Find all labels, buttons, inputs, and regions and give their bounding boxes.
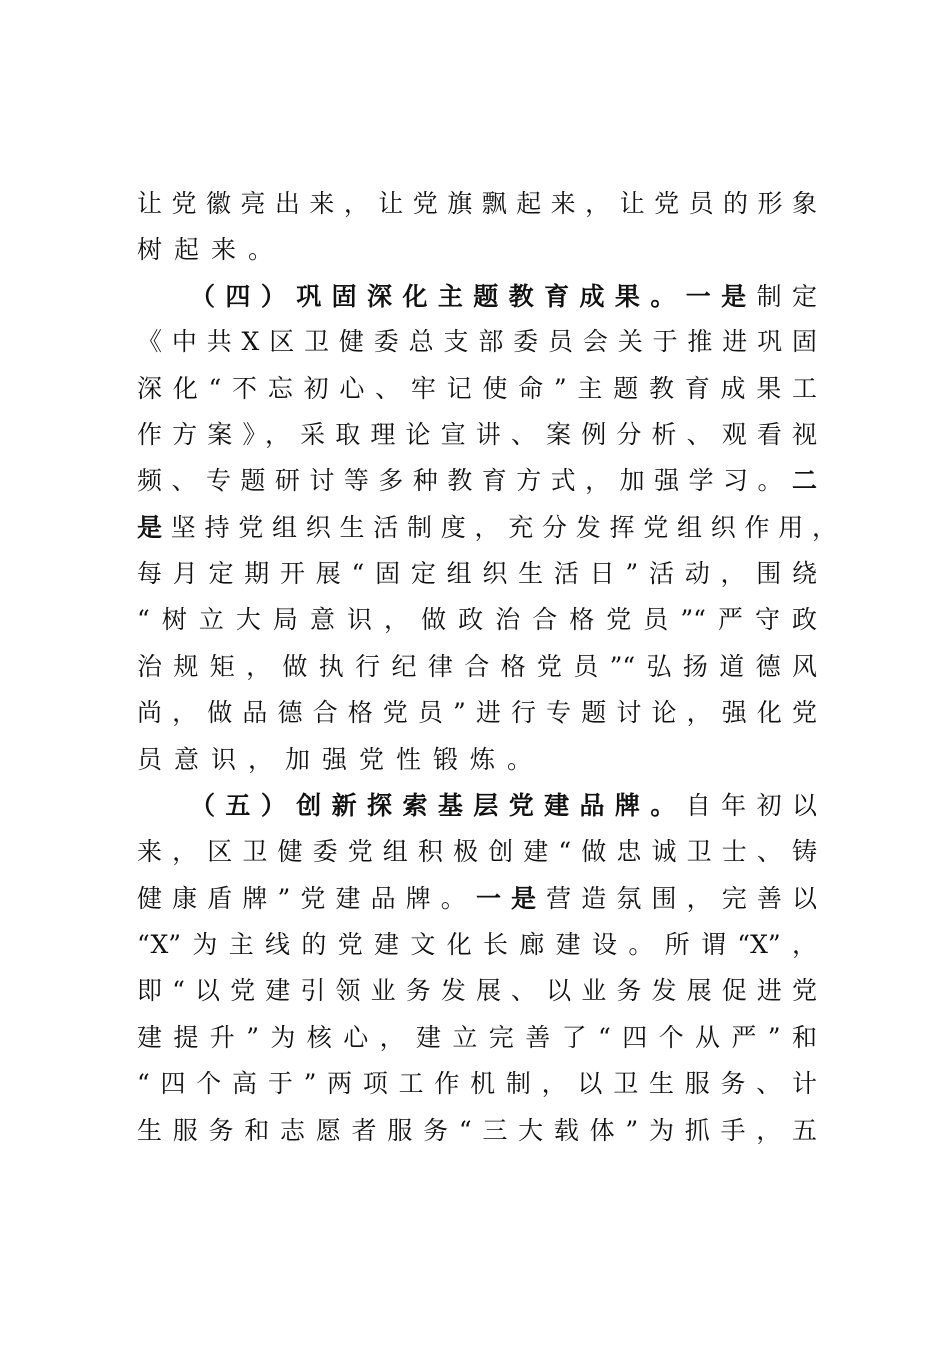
text-run: 频、专题研讨等多种教育方式，加强学习。 bbox=[137, 466, 792, 495]
text-run: 即“以党建引领业务发展、以业务发展促进党 bbox=[137, 976, 817, 1005]
text-run: “四个高于”两项工作机制，以卫生服务、计 bbox=[137, 1069, 817, 1098]
text-run: 治规矩，做执行纪律合格党员”“弘扬道德风 bbox=[137, 652, 817, 681]
text-run: 建提升”为核心，建立完善了“四个从严”和 bbox=[137, 1023, 817, 1052]
text-run: 员意识，加强党性锻炼。 bbox=[137, 745, 545, 774]
paragraph-line bbox=[137, 461, 817, 501]
text-run: “X”为主线的党建文化长廊建设。所谓“X”， bbox=[137, 930, 817, 959]
section-heading-line bbox=[190, 786, 817, 826]
paragraph-line bbox=[137, 1111, 817, 1151]
section-heading-four: （四）巩固深化主题教育成果。 bbox=[190, 282, 686, 311]
text-run: 每月定期开展“固定组织生活日”活动，围绕 bbox=[137, 559, 817, 588]
paragraph-line bbox=[137, 1064, 817, 1104]
paragraph-line bbox=[137, 508, 837, 548]
text-run: 深化“不忘初心、牢记使命”主题教育成果工 bbox=[137, 374, 817, 403]
paragraph-line bbox=[137, 369, 817, 409]
bold-marker: 是 bbox=[137, 513, 171, 542]
paragraph-line bbox=[137, 971, 817, 1011]
paragraph-line bbox=[137, 740, 817, 780]
paragraph-line bbox=[137, 554, 817, 594]
text-run: 来，区卫健委党组积极创建“做忠诚卫士、铸 bbox=[137, 837, 817, 866]
text-run: 营造氛围，完善以 bbox=[546, 884, 817, 913]
paragraph-line bbox=[137, 647, 817, 687]
paragraph-line bbox=[137, 415, 817, 455]
paragraph-line bbox=[137, 322, 817, 362]
text-run: 作方案》，采取理论宣讲、案例分析、观看视 bbox=[137, 420, 817, 449]
paragraph-line bbox=[137, 230, 817, 270]
paragraph-line bbox=[137, 600, 817, 640]
text-run: 尚，做品德合格党员”进行专题讨论，强化党 bbox=[137, 698, 817, 727]
text-run: 让党徽亮出来，让党旗飘起来，让党员的形象 bbox=[137, 189, 817, 218]
text-run: 树起来。 bbox=[137, 235, 286, 264]
text-run: 自年初以 bbox=[685, 791, 817, 820]
paragraph-line bbox=[137, 879, 817, 919]
section-heading-five: （五）创新探索基层党建品牌。 bbox=[190, 791, 686, 820]
text-run: 坚持党组织生活制度，充分发挥党组织作用， bbox=[170, 513, 837, 542]
paragraph-line bbox=[137, 693, 817, 733]
text-run: 《中共X区卫健委总支部委员会关于推进巩固 bbox=[137, 327, 817, 356]
paragraph-line bbox=[137, 925, 817, 965]
text-run: 制定 bbox=[756, 282, 817, 311]
text-run: 健康盾牌”党建品牌。 bbox=[137, 884, 476, 913]
bold-marker: 一是 bbox=[685, 282, 757, 311]
bold-marker: 一是 bbox=[475, 884, 547, 913]
paragraph-line bbox=[137, 1018, 817, 1058]
paragraph-line bbox=[137, 184, 817, 224]
paragraph-line bbox=[137, 832, 817, 872]
text-run: 生服务和志愿者服务“三大载体”为抓手，五 bbox=[137, 1116, 817, 1145]
section-heading-line bbox=[190, 277, 817, 317]
bold-marker: 二 bbox=[791, 466, 817, 495]
text-run: “树立大局意识，做政治合格党员”“严守政 bbox=[137, 605, 817, 634]
